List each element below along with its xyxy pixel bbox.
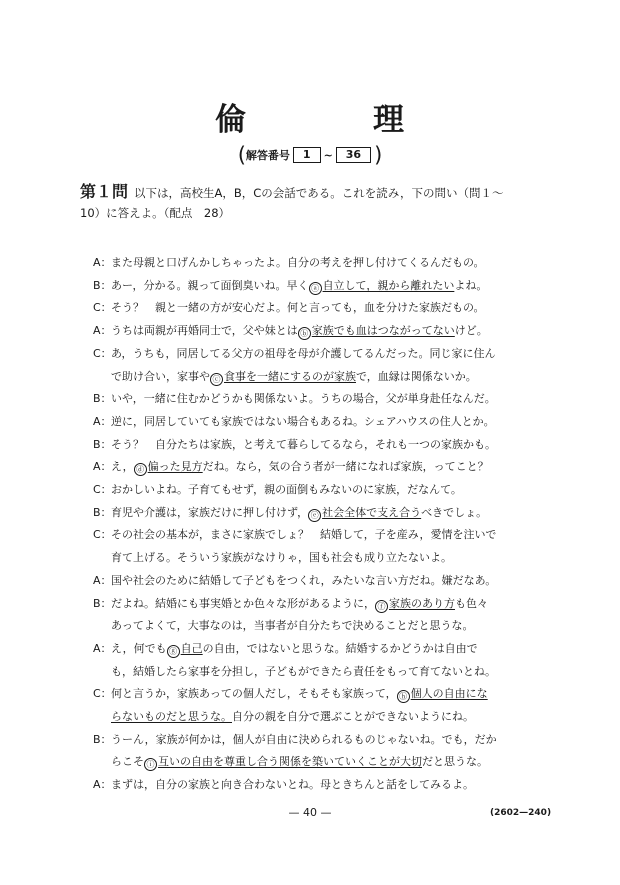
line-text (111, 751, 553, 774)
answer-number-range (0, 143, 620, 167)
speaker-label: C： (93, 687, 112, 701)
open-paren: ( (237, 143, 246, 167)
marker-label: ⓘ (144, 758, 157, 771)
intro-line-1 (80, 182, 550, 203)
speaker-label: B： (93, 505, 112, 519)
dialogue-line (93, 366, 553, 389)
text-segment: その社会の基本が，まさに家族でしょ？ 結婚して，子を産み，愛情を注いで (111, 528, 497, 542)
answer-from-box: 1 (293, 147, 321, 163)
text-segment: けど。 (454, 324, 488, 338)
line-text (111, 320, 553, 343)
speaker-label: B： (93, 437, 112, 451)
answer-range-separator: ~ (323, 149, 333, 162)
speaker-label: B： (93, 732, 112, 746)
speaker-label: B： (93, 392, 112, 406)
question-intro (80, 182, 550, 223)
line-text (111, 275, 553, 298)
marker-label: ⓐ (309, 282, 322, 295)
underlined-phrase: 家族でも血はつながってない (311, 324, 455, 338)
text-segment: うーん，家族が何かは，個人が自由に決められるものじゃないね。でも，だか (111, 732, 497, 746)
text-segment: も，結婚したら家事を分担し，子どもができたら責任をもって育てないとね。 (111, 664, 496, 678)
text-segment: あ，うちも，同居してる父方の祖母を母が介護してるんだった。同じ家に住ん (111, 346, 496, 360)
text-segment: そう？ 親と一緒の方が安心だよ。何と言っても，血を分けた家族だもの。 (111, 301, 485, 315)
text-segment: だと思うな。 (422, 755, 488, 769)
page-title (0, 94, 620, 138)
dialogue-line (93, 343, 553, 366)
underlined-phrase: 社会全体で支え合う (322, 505, 422, 519)
line-text (111, 683, 553, 706)
line-text (111, 343, 553, 366)
title-char-1: 倫 (215, 102, 247, 138)
answer-to-box: 36 (336, 147, 371, 163)
dialogue-line (93, 456, 553, 479)
line-text (111, 434, 553, 457)
text-segment: また母親と口げんかしちゃったよ。自分の考えを押し付けてくるんだもの。 (111, 256, 485, 269)
text-segment: え， (111, 460, 134, 474)
dialogue-line (93, 706, 553, 729)
text-segment: だよね。結婚にも事実婚とか色々な形があるように， (111, 596, 375, 610)
underlined-phrase: 偏った見方 (147, 460, 203, 474)
marker-label: ⓒ (210, 373, 223, 386)
question-number: 第１問 (80, 182, 129, 201)
underlined-phrase: らないものだと思うな。 (111, 710, 232, 724)
text-segment: 国や社会のために結婚して子どもをつくれ，みたいな言い方だね。嫌だなあ。 (111, 573, 497, 587)
dialogue-line (93, 297, 553, 320)
speaker-label: A： (93, 256, 112, 269)
marker-label: ⓑ (298, 327, 311, 340)
line-text (111, 297, 553, 320)
speaker-label: C： (93, 528, 112, 542)
text-segment: 何と言うか，家族あっての個人だし，そもそも家族って， (111, 687, 397, 701)
text-segment: 逆に，同居していても家族ではない場合もあるね。シェアハウスの住人とか。 (111, 414, 495, 428)
speaker-label: B： (93, 278, 112, 292)
intro-line-2: 10）に答えよ。（配点 28） (80, 206, 231, 220)
dialogue-line (93, 751, 553, 774)
underlined-phrase: 食事を一緒にするのが家族 (224, 369, 356, 383)
intro-text-1: 以下は，高校生A，B，Cの会話である。これを読み，下の問い（問１～ (134, 186, 504, 200)
dialogue-line (93, 774, 553, 797)
text-segment: の自由，ではないと思うな。結婚するかどうかは自由で (202, 641, 478, 655)
page-number: — 40 — (288, 806, 332, 819)
line-text (111, 593, 553, 616)
text-segment: そう？ 自分たちは家族，と考えて暮らしてるなら，それも一つの家族かも。 (111, 437, 496, 451)
answer-range-label: 解答番号 (245, 149, 290, 162)
line-text (111, 252, 553, 275)
line-text (111, 570, 553, 593)
text-segment: あってよくて，大事なのは，当事者が自分たちで決めることだと思うな。 (111, 619, 474, 633)
text-segment: え，何でも (111, 641, 167, 655)
text-segment: よね。 (454, 278, 488, 292)
text-segment: 育児や介護は，家族だけに押し付けず， (111, 505, 309, 519)
text-segment: で，血縁は関係ないか。 (356, 369, 477, 383)
speaker-label: A： (93, 641, 112, 655)
text-segment: うちは両親が再婚同士で，父や妹とは (111, 324, 298, 338)
line-text (111, 706, 553, 729)
line-text (111, 729, 553, 752)
speaker-label: B： (93, 596, 112, 610)
dialogue-line (93, 638, 553, 661)
dialogue-line (93, 729, 553, 752)
marker-label: ⓗ (397, 690, 410, 703)
line-text (111, 661, 553, 684)
underlined-phrase: 家族のあり方 (389, 596, 455, 610)
marker-label: ⓔ (308, 509, 321, 522)
line-text (111, 366, 553, 389)
speaker-label: A： (93, 778, 112, 792)
dialogue-line (93, 479, 553, 502)
dialogue-line (93, 547, 553, 570)
dialogue (93, 252, 553, 797)
dialogue-line (93, 593, 553, 616)
line-text (111, 502, 553, 525)
line-text (111, 411, 553, 434)
dialogue-line (93, 434, 553, 457)
marker-label: ⓕ (375, 600, 388, 613)
dialogue-line (93, 661, 553, 684)
speaker-label: C： (93, 483, 112, 497)
text-segment: 自分の親を自分で選ぶことができないようにね。 (232, 710, 474, 724)
exam-code: (2602—240) (490, 808, 552, 818)
line-text (111, 638, 553, 661)
text-segment: べきでしょ。 (421, 505, 488, 519)
text-segment: あー，分かる。親って面倒臭いね。早く (111, 278, 309, 292)
line-text (111, 615, 553, 638)
dialogue-line (93, 388, 553, 411)
line-text (111, 524, 553, 547)
text-segment: おかしいよね。子育てもせず，親の面倒もみないのに家族，だなんて。 (111, 483, 462, 497)
speaker-label: C： (93, 346, 112, 360)
line-text (111, 479, 553, 502)
dialogue-line (93, 502, 553, 525)
text-segment: らこそ (111, 755, 144, 769)
underlined-phrase: 自立して，親から離れたい (322, 278, 455, 292)
dialogue-line (93, 524, 553, 547)
marker-label: ⓓ (134, 463, 147, 476)
underlined-phrase: 互いの自由を尊重し合う関係を築いていくことが大切 (158, 755, 422, 769)
dialogue-line (93, 683, 553, 706)
underlined-phrase: 個人の自由にな (410, 687, 488, 701)
marker-label: ⓖ (167, 645, 180, 658)
speaker-label: C： (93, 301, 112, 315)
line-text (111, 774, 553, 797)
text-segment: も色々 (455, 596, 488, 610)
underlined-phrase: 自己 (180, 641, 203, 655)
dialogue-line (93, 252, 553, 275)
speaker-label: A： (93, 414, 112, 428)
speaker-label: A： (93, 324, 112, 338)
title-char-2: 理 (373, 102, 405, 138)
text-segment: 育て上げる。そういう家族がなけりゃ，国も社会も成り立たないよ。 (111, 551, 452, 565)
line-text (111, 547, 553, 570)
close-paren: ) (374, 143, 383, 167)
line-text (111, 456, 553, 479)
speaker-label: A： (93, 460, 112, 474)
dialogue-line (93, 570, 553, 593)
dialogue-line (93, 411, 553, 434)
dialogue-line (93, 320, 553, 343)
line-text (111, 388, 553, 411)
dialogue-line (93, 615, 553, 638)
text-segment: だね。なら，気の合う者が一緒になれば家族，ってこと？ (202, 460, 489, 474)
text-segment: まずは，自分の家族と向き合わないとね。母ときちんと話をしてみるよ。 (111, 778, 474, 792)
speaker-label: A： (93, 573, 112, 587)
text-segment: で助け合い，家事や (111, 369, 210, 383)
dialogue-line (93, 275, 553, 298)
text-segment: いや，一緒に住むかどうかも関係ないよ。うちの場合，父が単身赴任なんだ。 (111, 392, 496, 406)
